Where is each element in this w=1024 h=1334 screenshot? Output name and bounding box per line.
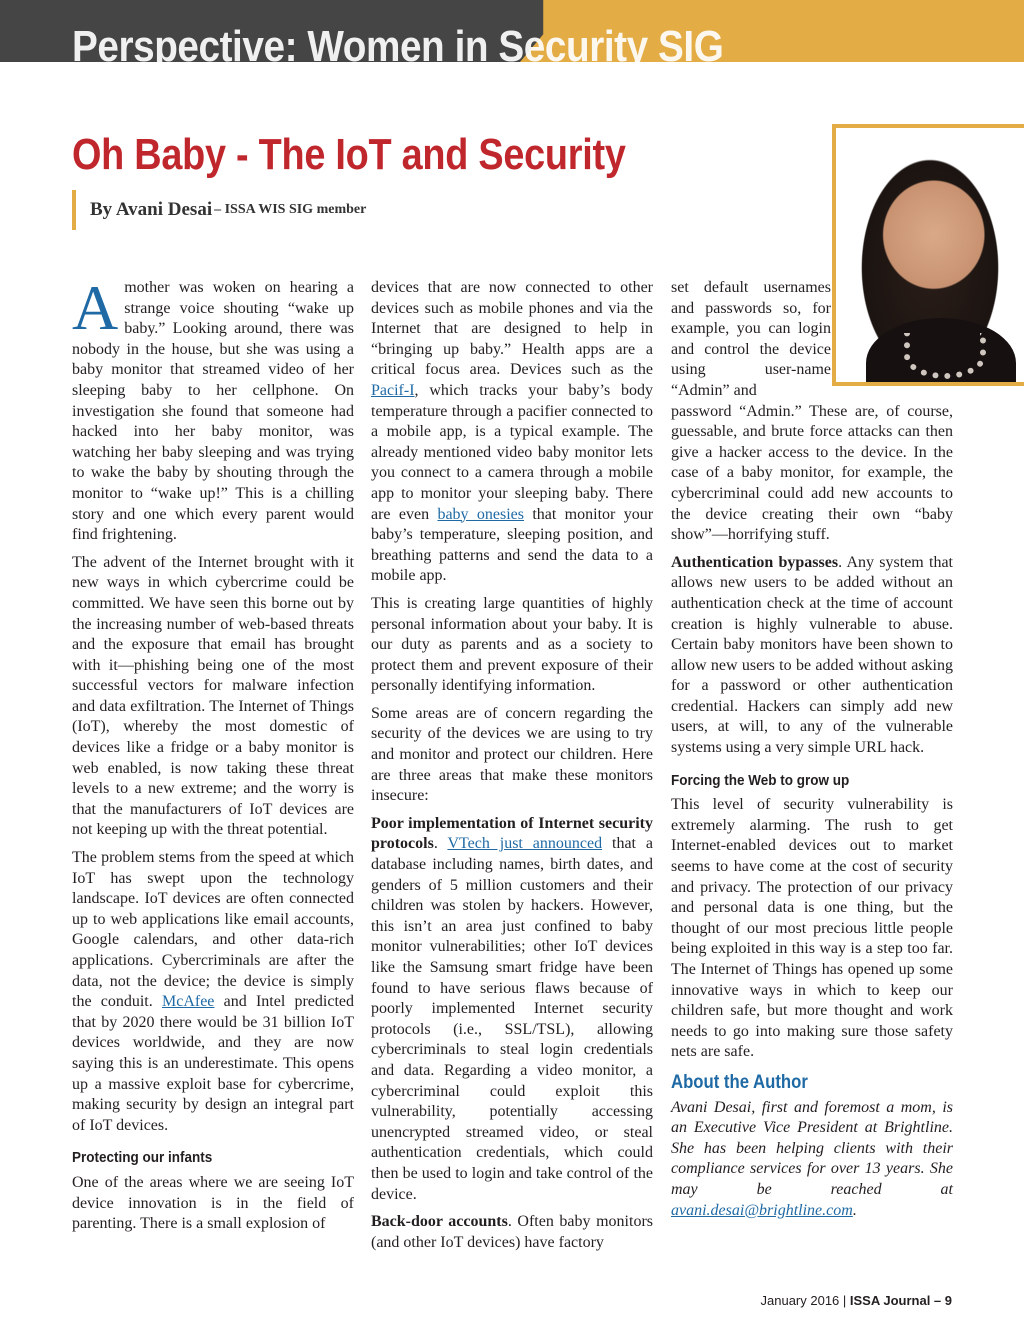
paragraph-text: . Any system that allows new users to be added without an authentication check at the time of account creation is highly vulnerable to abuse. Certain baby monitors have been shown to allow new users to be added without asking for a password or other authentication credential. Hackers can simply add new users, at will, to any of the vulnerable systems using a very simple URL hack. (671, 553, 953, 757)
paragraph (371, 814, 653, 1205)
paragraph: The advent of the Internet brought with it new ways in which cybercrime could be committed. We have seen this borne out by the increasing number of web-based threats and the exposure that email has brought with it—phishing being one of the most successful vectors for malware infection and data exfiltration. The Internet of Things (IoT), whereby the most domestic of devices like a fridge or a baby monitor is web enabled, is now taking these threat levels to a new extreme; and the worry is that the manufacturers of IoT devices are not keeping up with the threat potential. (72, 553, 354, 839)
punctuation: . (433, 835, 448, 853)
vtech-link[interactable]: VTech just announced (447, 835, 603, 853)
paragraph-text: and Intel predicted that by 2020 there would be 31 billion IoT devices worldwide, and they are now saying this is an underestimate. This opens up a massive exploit base for cybercrime, making security by design an integral part of IoT devices. (72, 993, 354, 1134)
article-column-3 (671, 278, 953, 1221)
paragraph (671, 553, 953, 759)
paragraph-text: that monitor your baby’s temperature, sleeping position, and breathing patterns and send the data to a mobile app. (371, 505, 654, 585)
paragraph-text: The problem stems from the speed at which IoT has swept upon the technology landscape. IoT devices are often connected up to web applications like email accounts, Google calendars, and other data-rich applications. Cybercriminals are after the data, not the device; the device is simply the conduit. (72, 849, 354, 1011)
run-in-heading: Poor implementation of Internet security protocols (371, 814, 653, 853)
article-column-2 (371, 278, 653, 1253)
about-author-heading: About the Author (671, 1071, 808, 1093)
subheading-forcing-web: Forcing the Web to grow up (671, 771, 850, 789)
byline (72, 190, 366, 230)
paragraph-text: password “Admin.” These are, of course, guessable, and brute force attacks can then give a hacker access to the device. In the case of a baby monitor, for example, the cybercriminal could add new accounts to the device creating their own “baby show”—horrifying stuff. (671, 402, 953, 544)
paragraph-text-narrow: set default usernames and passwords so, for example, you can login and control the device using user-name “Admin” and (671, 279, 831, 399)
paragraph (72, 848, 354, 1136)
punctuation: . (852, 1201, 857, 1219)
paragraph-text: devices that are now connected to other devices such as mobile phones and via the Internet that are designed to help in “bringing up baby.” Health apps are a critical focus area. Devices such as the (371, 279, 653, 379)
paragraph-text: . Often baby monitors (and other IoT devices) have factory (371, 1213, 653, 1251)
run-in-heading: Back-door accounts (371, 1213, 508, 1231)
footer-journal: ISSA Journal – 9 (849, 1293, 952, 1308)
subheading-protecting-infants: Protecting our infants (72, 1149, 213, 1167)
run-in-heading: Authentication bypasses (671, 553, 839, 571)
paragraph: This is creating large quantities of highly personal information about your baby. It is our duty as parents and as a society to protect them and prevent exposure of their personally identifying information. (371, 594, 653, 695)
section-banner-title: Perspective: Women in Security SIG (72, 22, 724, 71)
pacif-i-link[interactable]: Pacif-I (371, 381, 415, 399)
baby-onesies-link[interactable]: baby onesies (437, 505, 524, 523)
paragraph-text: , which tracks your baby’s body temperature through a pacifier connected to a mobile app, is a typical example. The already mentioned video baby monitor lets you connect to a camera through a mobile app to monitor your sleeping baby. There are even (371, 381, 653, 523)
paragraph (671, 278, 953, 546)
footer-date: January 2016 | (760, 1293, 850, 1308)
author-email-link[interactable]: avani.desai@brightline.com (671, 1201, 853, 1219)
intro-text: mother was woken on hearing a strange voice shouting “wake up baby.” Looking around, there was nobody in the house, but she was using a baby monitor that streamed video of her sleeping baby to her cellphone. On investigation she found that someone had hacked into her baby monitor, was watching her baby sleeping and was trying to wake the baby by shouting through the monitor to “wake up!” This is a chilling story and one which every parent would find frightening. (72, 279, 354, 544)
byline-author: By Avani Desai (90, 199, 213, 220)
paragraph: One of the areas where we are seeing IoT device innovation is in the field of parenting. There is a small explosion of (72, 1173, 354, 1233)
article-title: Oh Baby - The IoT and Security (72, 130, 626, 179)
paragraph-text: that a database including names, birth dates, and genders of 5 million customers and their children was stolen by hackers. However, this isn’t an area just confined to baby monitor vulnerabilities; other IoT devices like the Samsung smart fridge have been found to have serious flaws because of poorly implemented Internet security protocols (i.e., SSL/TSL), allowing cybercriminals to steal login credentials and data. Regarding a video monitor, a cybercriminal could exploit this vulnerability, potentially accessing unencrypted streamed video, or steal authentication credentials, which could then be used to login and take control of the device. (371, 835, 653, 1203)
byline-role: – ISSA WIS SIG member (214, 202, 367, 217)
intro-paragraph (72, 272, 354, 546)
paragraph (371, 278, 653, 587)
mcafee-link[interactable]: McAfee (161, 993, 215, 1011)
paragraph: Some areas are of concern regarding the security of the devices we are using to try and monitor and protect our children. Here are three areas that make these monitors insecure: (371, 704, 653, 805)
paragraph: This level of security vulnerability is extremely alarming. The rush to get Internet-enabled devices out to market seems to have come at the cost of security and privacy. The protection of our privacy and personal data is one thing, but the thought of our most precious little people being exploited in this way is a step too far. The Internet of Things has opened up some innovative ways in which to keep our children safe, but more thought and work needs to go into making sure those safety nets are safe. (671, 796, 953, 1061)
author-bio-text: Avani Desai, first and foremost a mom, is an Executive Vice President at Brightline. She has been helping clients with their compliance services for over 13 years. She may be reached at (671, 1098, 953, 1198)
article-column-1 (72, 272, 354, 1235)
drop-cap: A (72, 272, 119, 343)
author-bio (671, 1098, 953, 1222)
paragraph (371, 1212, 653, 1253)
page-footer (761, 1293, 953, 1308)
